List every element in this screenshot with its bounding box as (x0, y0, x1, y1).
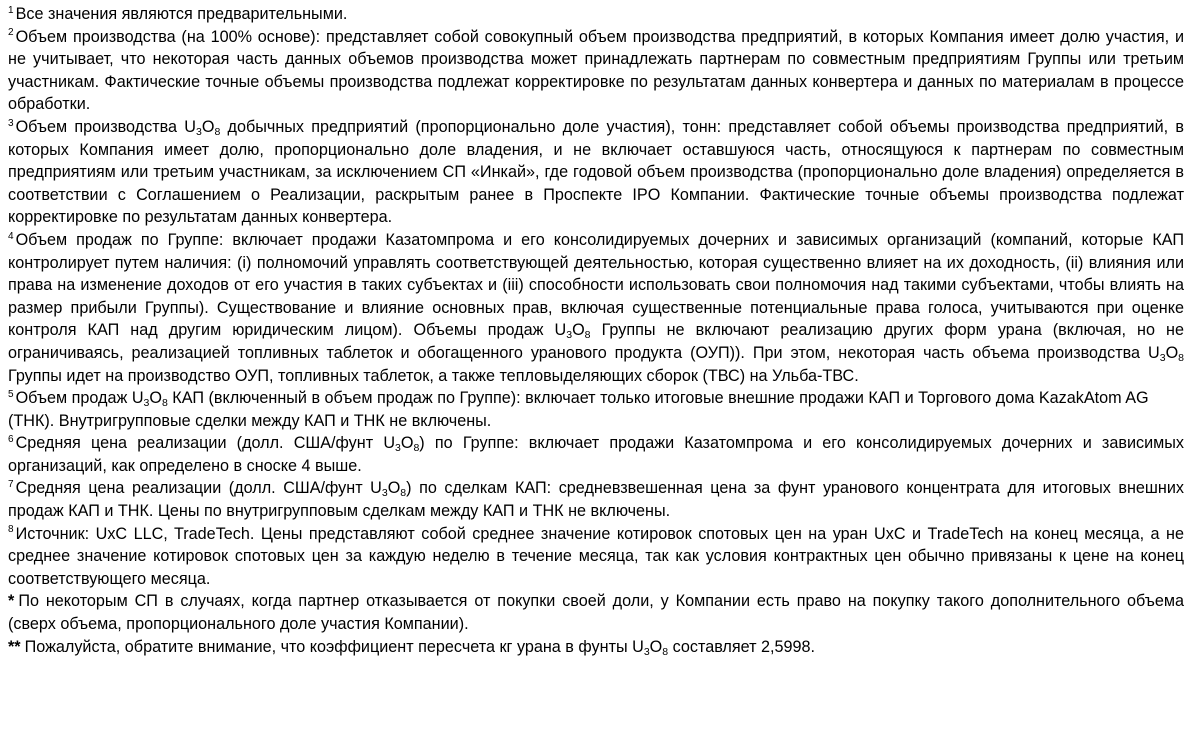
footnotes-document (8, 3, 1184, 658)
footnote-star (8, 590, 1184, 635)
subscript: 3 (643, 645, 650, 658)
footnote-2 (8, 26, 1184, 116)
footnote-text: Средняя цена реализации (долл. США/фунт U (15, 479, 382, 498)
footnote-marker: 3 (8, 117, 14, 129)
footnote-text: Пожалуйста, обратите внимание, что коэффициент пересчета кг урана в фунты U (24, 637, 644, 656)
subscript: 3 (1159, 351, 1166, 364)
footnote-marker: 7 (8, 479, 14, 491)
footnote-text: O (387, 479, 401, 498)
footnote-text: ) по Группе: включает продажи Казатомпрома и его консолидируемых дочерних и зависимых организаций, как определено в сноске 4 выше. (8, 434, 1184, 475)
footnote-text: КАП (включенный в объем продаж по Группе): включает только итоговые внешние продажи КАП и Торгового дома KazakAtom AG (ТНК). Внутригрупповые сделки между КАП и ТНК не включены. (8, 389, 1149, 430)
subscript: 3 (395, 442, 401, 455)
footnote-marker: * (8, 592, 15, 611)
footnote-5 (8, 387, 1184, 432)
subscript: 8 (662, 645, 669, 658)
subscript: 8 (161, 397, 168, 410)
subscript: 8 (413, 442, 420, 455)
footnote-text: По некоторым СП в случаях, когда партнер отказывается от покупки своей доли, у Компании есть право на покупку такого дополнительного объема (сверх объема, пропорционального доле участия Компании). (8, 592, 1184, 634)
footnote-text: Источник: UxC LLC, TradeTech. Цены представляют собой среднее значение котировок спотовых цен на уран UxC и TradeTech на конец месяца, а не среднее значение котировок спотовых цен за каждую неделю в течение месяца, так как условия контрактных цен обычно привязаны к цене на конец соответствующего месяца. (8, 524, 1184, 588)
subscript: 3 (566, 329, 573, 342)
footnote-3 (8, 116, 1184, 229)
footnote-marker: 5 (8, 388, 14, 400)
footnote-marker: 8 (8, 524, 14, 536)
footnote-6 (8, 432, 1184, 477)
footnote-text: O (400, 434, 414, 453)
subscript: 8 (584, 329, 591, 342)
footnote-marker: 6 (8, 433, 14, 445)
footnote-double-star (8, 636, 1184, 659)
subscript: 8 (400, 487, 407, 500)
footnote-4 (8, 229, 1184, 387)
footnote-text: Объем продаж по Группе: включает продажи Казатомпрома и его консолидируемых дочерних и зависимых организаций (компаний, которые КАП контролирует путем наличия: (i) полномочий управлять соответствующей деятельностью, которая существенно влияет на их доходность, (ii) влияния или права на изменение доходов от его участия в таких субъектах и (iii) способности использовать свои полномочия над такими субъектами, чтобы влиять на размер прибыли Группы). Существование и влияние основных прав, включая существенные потенциальные права голоса, учитываются при оценке контроля КАП над другим юридическим лицом). Объемы продаж U (8, 230, 1184, 340)
footnote-marker: ** (8, 637, 21, 656)
subscript: 3 (143, 397, 150, 410)
footnote-text: O (1165, 343, 1179, 362)
footnote-marker: 1 (8, 4, 14, 16)
subscript: 8 (1178, 351, 1184, 364)
footnote-text: Объем производства U (15, 117, 196, 136)
footnote-7 (8, 477, 1184, 522)
subscript: 3 (381, 487, 388, 500)
footnote-text: Объем производства (на 100% основе): представляет собой совокупный объем производства предприятий, в которых Компания имеет долю участия, и не учитывает, что некоторая часть данных объемов производства может принадлежать партнерам по совместным предприятиям Группы или третьим участникам. Фактические точные объемы производства подлежат корректировке по результатам данных конвертера и данных по материалам в процессе обработки. (8, 27, 1184, 114)
footnote-text: Объем продаж U (15, 389, 144, 408)
subscript: 8 (214, 125, 221, 138)
footnote-text: Средняя цена реализации (долл. США/фунт U (15, 434, 396, 453)
footnote-text: Группы не включают реализацию других форм урана (включая, но не ограничиваясь, реализацией топливных таблеток и обогащенного уранового продукта (ОУП)). При этом, некоторая часть объема производства U (8, 321, 1184, 362)
footnote-8 (8, 523, 1184, 591)
footnote-text: добычных предприятий (пропорционально доле участия), тонн: представляет собой объемы производства предприятий, в которых Компания имеет долю, пропорционально доле владения, и не включает оставшуюся часть, относящуюся к партнерам по совместным предприятиям или третьим участникам, за исключением СП «Инкай», где годовой объем производства (пропорционально доле владения) определяется в соответствии с Соглашением о Реализации, раскрытым ранее в Проспекте IPO Компании. Фактические точные объемы производства подлежат корректировке по результатам данных конвертера. (8, 117, 1184, 227)
footnote-text: составляет 2,5998. (668, 637, 816, 656)
footnote-text: ) по сделкам КАП: средневзвешенная цена за фунт уранового концентрата для итоговых внешних продаж КАП и ТНК. Цены по внутригрупповым сделкам между КАП и ТНК не включены. (8, 479, 1184, 521)
footnote-marker: 4 (8, 230, 14, 242)
footnote-text: O (201, 117, 215, 136)
footnote-marker: 2 (8, 27, 14, 39)
subscript: 3 (196, 125, 202, 138)
footnote-text: Все значения являются предварительными. (15, 5, 348, 23)
footnote-text: O (649, 637, 663, 656)
footnote-1 (8, 3, 1184, 26)
footnote-text: O (572, 321, 585, 340)
footnote-text: O (149, 389, 162, 408)
footnote-text: Группы идет на производство ОУП, топливных таблеток, а также тепловыделяющих сборок (ТВС) на Ульба-ТВС. (8, 366, 859, 385)
